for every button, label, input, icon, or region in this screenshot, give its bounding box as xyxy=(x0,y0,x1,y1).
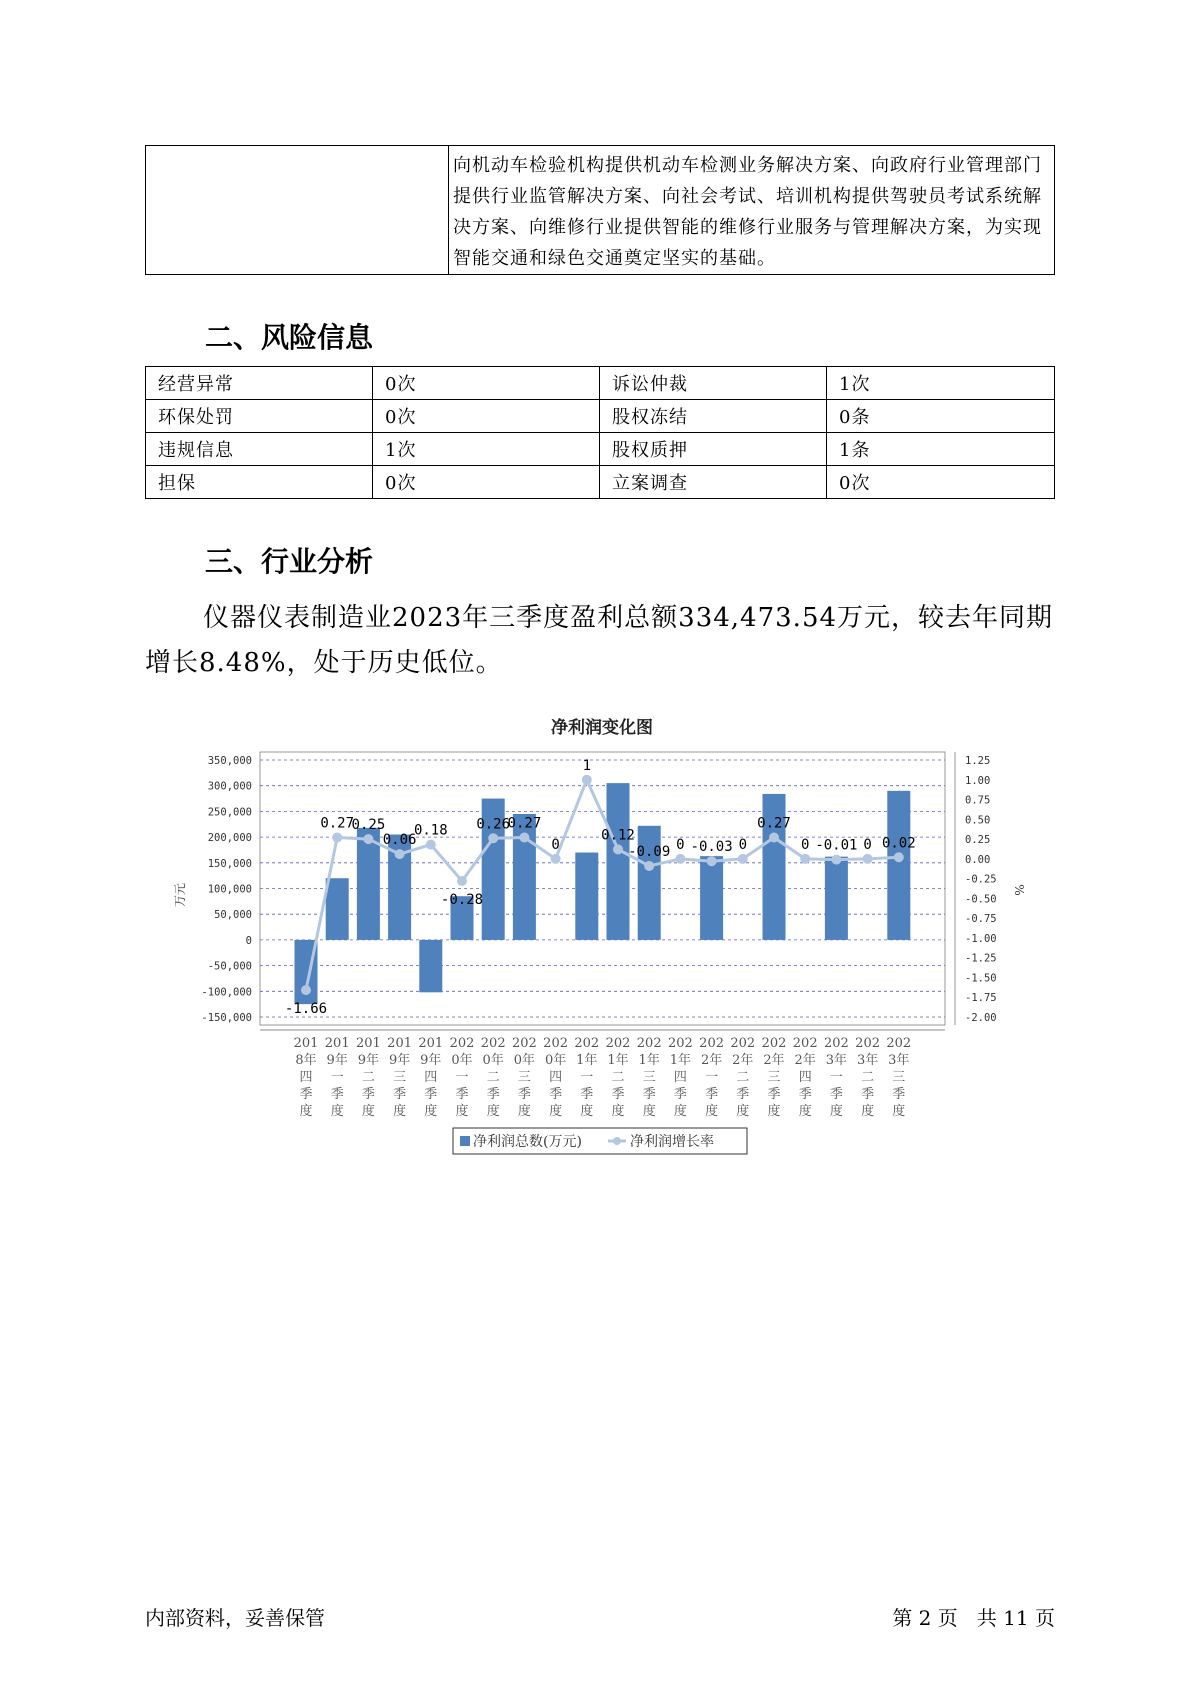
y2-tick-label: -1.50 xyxy=(965,972,997,985)
growth-point xyxy=(738,854,748,864)
x-tick-label: 季 xyxy=(611,1087,625,1102)
data-label: -0.28 xyxy=(440,891,484,908)
x-tick-label: 201 xyxy=(324,1036,350,1051)
x-tick-label: 季 xyxy=(705,1087,719,1102)
data-label: 0 xyxy=(551,836,560,853)
risk-value: 0条 xyxy=(827,400,1055,433)
y-axis-label: 万元 xyxy=(173,882,187,908)
data-label: -0.09 xyxy=(628,843,671,860)
growth-point xyxy=(457,876,467,886)
x-tick-label: 二 xyxy=(611,1070,625,1085)
y-tick-label: 100,000 xyxy=(207,883,252,896)
x-tick-label: 二 xyxy=(361,1070,375,1085)
x-tick-label: 201 xyxy=(355,1036,381,1051)
data-label: 0 xyxy=(676,836,685,853)
table-row xyxy=(146,367,1055,400)
growth-point xyxy=(301,985,311,995)
x-tick-label: 度 xyxy=(455,1104,469,1119)
x-tick-label: 1年 xyxy=(669,1053,692,1068)
x-tick-label: 201 xyxy=(387,1036,413,1051)
y-tick-label: 350,000 xyxy=(207,755,252,767)
risk-value: 0次 xyxy=(373,400,600,433)
data-label: 0.27 xyxy=(320,815,355,832)
growth-point xyxy=(426,840,436,850)
x-tick-label: 2年 xyxy=(732,1053,754,1068)
risk-label: 担保 xyxy=(146,466,373,499)
x-tick-label: 季 xyxy=(767,1087,781,1102)
section-title-risk: 二、风险信息 xyxy=(205,321,374,354)
table-row xyxy=(146,433,1055,466)
x-tick-label: 三 xyxy=(892,1070,906,1085)
x-tick-label: 度 xyxy=(517,1104,531,1119)
data-label: 0.12 xyxy=(601,827,635,844)
y2-tick-label: -0.25 xyxy=(965,873,997,886)
data-label: -0.03 xyxy=(690,839,733,856)
y2-tick-label: -0.50 xyxy=(965,893,997,906)
bar xyxy=(638,826,661,940)
x-tick-label: 2年 xyxy=(763,1053,785,1068)
y2-tick-label: 0.00 xyxy=(965,853,991,866)
x-tick-label: 度 xyxy=(892,1104,906,1119)
y2-tick-label: -0.75 xyxy=(965,913,997,926)
y-tick-label: 300,000 xyxy=(207,780,252,793)
legend-bar-label: 净利润总数(万元) xyxy=(473,1134,582,1150)
risk-value: 0次 xyxy=(373,367,600,400)
data-label: 0.27 xyxy=(507,815,542,832)
x-tick-label: 度 xyxy=(611,1104,625,1119)
data-label: -0.01 xyxy=(815,837,858,854)
x-tick-label: 9年 xyxy=(357,1053,380,1068)
data-label: 0.27 xyxy=(757,815,791,832)
x-tick-label: 季 xyxy=(580,1087,594,1102)
x-tick-label: 三 xyxy=(642,1070,656,1085)
data-label: -1.66 xyxy=(284,1001,328,1018)
x-tick-label: 二 xyxy=(861,1070,875,1085)
x-tick-label: 202 xyxy=(511,1036,537,1051)
x-tick-label: 度 xyxy=(393,1104,407,1119)
x-tick-label: 四 xyxy=(424,1070,438,1085)
bar xyxy=(887,791,910,940)
x-tick-label: 度 xyxy=(642,1104,656,1119)
x-tick-label: 四 xyxy=(673,1070,687,1085)
x-tick-label: 二 xyxy=(486,1070,500,1085)
x-tick-label: 季 xyxy=(673,1087,687,1102)
y-tick-label: 150,000 xyxy=(207,857,252,870)
x-tick-label: 0年 xyxy=(482,1053,504,1068)
y2-tick-label: -2.00 xyxy=(965,1012,997,1024)
x-tick-label: 四 xyxy=(798,1070,812,1085)
growth-point xyxy=(800,854,810,864)
growth-point xyxy=(894,852,904,862)
bar xyxy=(357,828,380,940)
x-tick-label: 季 xyxy=(361,1087,375,1102)
x-tick-label: 一 xyxy=(330,1070,344,1085)
table-row xyxy=(146,400,1055,433)
x-tick-label: 202 xyxy=(823,1036,849,1051)
x-tick-label: 三 xyxy=(517,1070,531,1085)
x-tick-label: 度 xyxy=(767,1104,781,1119)
x-tick-label: 季 xyxy=(455,1087,469,1102)
x-tick-label: 2年 xyxy=(700,1053,723,1068)
x-tick-label: 202 xyxy=(792,1036,818,1051)
x-tick-label: 202 xyxy=(605,1036,631,1051)
growth-point xyxy=(363,834,373,844)
risk-value: 1条 xyxy=(827,433,1055,466)
x-tick-label: 四 xyxy=(549,1070,563,1085)
data-label: 0 xyxy=(800,836,810,853)
x-tick-label: 一 xyxy=(829,1070,843,1085)
x-tick-label: 202 xyxy=(543,1036,569,1051)
data-label: 1 xyxy=(582,757,592,774)
x-tick-label: 度 xyxy=(486,1104,500,1119)
x-tick-label: 度 xyxy=(424,1104,438,1119)
x-tick-label: 季 xyxy=(829,1087,843,1102)
data-label: 0 xyxy=(863,836,872,853)
x-tick-label: 202 xyxy=(730,1036,756,1051)
x-tick-label: 202 xyxy=(761,1036,787,1051)
risk-table xyxy=(145,366,1055,499)
profit-chart xyxy=(170,705,1030,1165)
industry-paragraph-text: 仪器仪表制造业2023年三季度盈利总额334,473.54万元，较去年同期增长8.48%，处于历史低位。 xyxy=(145,603,1054,678)
x-tick-label: 201 xyxy=(418,1036,444,1051)
x-tick-label: 一 xyxy=(580,1070,594,1085)
y2-tick-label: -1.25 xyxy=(965,952,997,965)
x-tick-label: 季 xyxy=(549,1087,563,1102)
x-tick-label: 度 xyxy=(736,1104,750,1119)
x-tick-label: 9年 xyxy=(420,1053,442,1068)
x-tick-label: 季 xyxy=(486,1087,500,1102)
risk-label: 股权质押 xyxy=(600,433,827,466)
x-tick-label: 202 xyxy=(699,1036,725,1051)
x-tick-label: 3年 xyxy=(856,1053,879,1068)
x-tick-label: 季 xyxy=(330,1087,344,1102)
y2-tick-label: 1.25 xyxy=(965,755,991,767)
growth-point xyxy=(675,854,685,864)
data-label: 0.02 xyxy=(881,835,916,852)
x-tick-label: 9年 xyxy=(326,1053,348,1068)
x-tick-label: 三 xyxy=(767,1070,781,1085)
bar xyxy=(419,940,442,992)
y2-tick-label: -1.00 xyxy=(965,932,997,945)
growth-point xyxy=(863,854,873,864)
risk-value: 1次 xyxy=(373,433,600,466)
x-tick-label: 季 xyxy=(736,1087,750,1102)
risk-label: 股权冻结 xyxy=(600,400,827,433)
x-tick-label: 1年 xyxy=(576,1053,598,1068)
y-tick-label: 0 xyxy=(245,934,252,947)
y2-tick-label: 1.00 xyxy=(965,774,991,787)
growth-point xyxy=(519,832,529,842)
y2-axis-label: % xyxy=(1012,884,1026,896)
x-tick-label: 度 xyxy=(299,1104,313,1119)
x-tick-label: 度 xyxy=(673,1104,687,1119)
x-tick-label: 季 xyxy=(642,1087,656,1102)
y-tick-label: 200,000 xyxy=(207,832,252,845)
x-tick-label: 201 xyxy=(293,1036,319,1051)
bar xyxy=(326,878,349,940)
x-tick-label: 1年 xyxy=(638,1053,660,1068)
y-tick-label: -50,000 xyxy=(207,960,252,973)
industry-paragraph xyxy=(145,596,1055,686)
bar xyxy=(607,783,630,940)
x-tick-label: 2年 xyxy=(794,1053,816,1068)
x-tick-label: 0年 xyxy=(544,1053,567,1068)
x-tick-label: 季 xyxy=(393,1087,407,1102)
x-tick-label: 度 xyxy=(580,1104,594,1119)
business-description: 向机动车检验机构提供机动车检测业务解决方案、向政府行业管理部门提供行业监管解决方案、向社会考试、培训机构提供驾驶员考试系统解决方案、向维修行业提供智能的维修行业服务与管理解决方案，为实现智能交通和绿色交通奠定坚实的基础。 xyxy=(449,146,1055,275)
x-tick-label: 二 xyxy=(736,1070,750,1085)
growth-point xyxy=(582,775,592,785)
legend-line-label: 净利润增长率 xyxy=(630,1134,714,1150)
x-tick-label: 202 xyxy=(667,1036,693,1051)
business-label-cell xyxy=(146,146,449,275)
x-tick-label: 202 xyxy=(449,1036,475,1051)
table-row xyxy=(146,466,1055,499)
x-tick-label: 度 xyxy=(861,1104,875,1119)
bar xyxy=(700,856,723,940)
x-tick-label: 1年 xyxy=(607,1053,629,1068)
footer-page-number: 第 2 页 共 11 页 xyxy=(892,1606,1055,1630)
data-label: 0.26 xyxy=(476,816,511,833)
x-tick-label: 3年 xyxy=(888,1053,910,1068)
growth-point xyxy=(613,844,623,854)
x-tick-label: 202 xyxy=(636,1036,662,1051)
x-tick-label: 季 xyxy=(892,1087,906,1102)
y-tick-label: -100,000 xyxy=(201,986,252,999)
x-tick-label: 度 xyxy=(798,1104,812,1119)
data-label: 0.25 xyxy=(351,817,386,834)
data-label: 0 xyxy=(738,836,748,853)
x-tick-label: 0年 xyxy=(451,1053,473,1068)
bar xyxy=(825,857,848,940)
x-tick-label: 202 xyxy=(855,1036,881,1051)
y2-tick-label: 0.75 xyxy=(965,794,991,807)
x-tick-label: 度 xyxy=(705,1104,719,1119)
x-tick-label: 一 xyxy=(705,1070,719,1085)
risk-value: 0次 xyxy=(827,466,1055,499)
x-tick-label: 9年 xyxy=(388,1053,411,1068)
risk-label: 诉讼仲裁 xyxy=(600,367,827,400)
x-tick-label: 度 xyxy=(361,1104,375,1119)
data-label: 0.18 xyxy=(413,822,448,839)
x-tick-label: 一 xyxy=(455,1070,469,1085)
growth-point xyxy=(831,855,841,865)
risk-label: 立案调查 xyxy=(600,466,827,499)
x-tick-label: 202 xyxy=(574,1036,600,1051)
x-tick-label: 3年 xyxy=(825,1053,848,1068)
growth-point xyxy=(769,832,779,842)
x-tick-label: 季 xyxy=(861,1087,875,1102)
x-tick-label: 季 xyxy=(424,1087,438,1102)
legend-bar-swatch xyxy=(460,1136,470,1146)
bar xyxy=(575,853,598,940)
x-tick-label: 三 xyxy=(393,1070,407,1085)
x-tick-label: 度 xyxy=(330,1104,344,1119)
y-tick-label: -150,000 xyxy=(201,1012,252,1024)
y2-tick-label: -1.75 xyxy=(965,992,997,1005)
x-tick-label: 四 xyxy=(299,1070,313,1085)
y-tick-label: 50,000 xyxy=(214,909,252,922)
chart-title: 净利润变化图 xyxy=(551,718,653,738)
growth-point xyxy=(395,849,405,859)
data-label: 0.06 xyxy=(382,832,417,849)
x-tick-label: 202 xyxy=(886,1036,912,1051)
y-tick-label: 250,000 xyxy=(207,806,252,819)
x-tick-label: 202 xyxy=(480,1036,506,1051)
x-tick-label: 度 xyxy=(829,1104,843,1119)
business-table xyxy=(145,145,1055,275)
x-tick-label: 季 xyxy=(299,1087,313,1102)
risk-value: 1次 xyxy=(827,367,1055,400)
risk-label: 违规信息 xyxy=(146,433,373,466)
x-tick-label: 度 xyxy=(549,1104,563,1119)
legend-line-marker xyxy=(613,1137,621,1145)
x-tick-label: 0年 xyxy=(513,1053,536,1068)
x-tick-label: 8年 xyxy=(295,1053,317,1068)
growth-point xyxy=(644,861,654,871)
footer-confidential: 内部资料，妥善保管 xyxy=(145,1606,325,1630)
growth-point xyxy=(332,832,342,842)
y2-tick-label: 0.25 xyxy=(965,834,991,847)
risk-label: 环保处罚 xyxy=(146,400,373,433)
risk-label: 经营异常 xyxy=(146,367,373,400)
growth-point xyxy=(707,856,717,866)
x-tick-label: 季 xyxy=(798,1087,812,1102)
growth-point xyxy=(551,854,561,864)
x-tick-label: 季 xyxy=(517,1087,531,1102)
risk-value: 0次 xyxy=(373,466,600,499)
y2-tick-label: 0.50 xyxy=(965,814,991,827)
section-title-industry: 三、行业分析 xyxy=(205,545,374,578)
growth-point xyxy=(488,833,498,843)
